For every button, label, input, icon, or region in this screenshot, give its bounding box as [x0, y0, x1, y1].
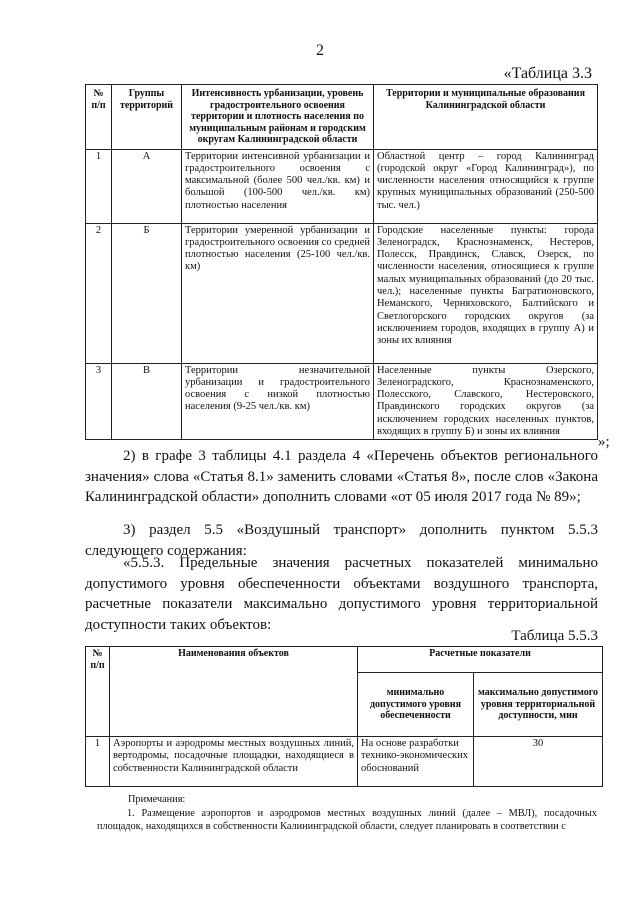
table-3-3-label: «Таблица 3.3: [503, 65, 592, 82]
row-max: 30: [474, 737, 603, 787]
page-number: 2: [316, 42, 324, 59]
row-min: На основе разработки технико-экономических обоснований: [358, 737, 474, 787]
row-num: 2: [86, 223, 112, 363]
row-intensity: Территории интенсивной урбанизации и градостроительного освоения с максимальной (более 500 чел./кв. км) и большой (100-500 чел./кв. км) плотностью населения: [182, 149, 374, 223]
row-intensity: Территории умеренной урбанизации и градостроительного освоения со средней плотностью населения (25-100 чел./кв. км): [182, 223, 374, 363]
table-header-row: [86, 647, 603, 673]
table-3-3: [85, 84, 598, 440]
table-row: [86, 223, 598, 363]
row-territories: Городские населенные пункты: города Зеленоградск, Краснознаменск, Нестеров, Полесск, Правдинск, Славск, Озерск, по численности населения, относящиеся к группе малых муниципальных образований (до 20 тыс. чел.); населенные пункты Багратионовского, Неманского, Черняховского, Балтийского и Светлогорского городских округов (за исключением городов, входящих в группу А) и зоны их влияния: [374, 223, 598, 363]
row-territories: Населенные пункты Озерского, Зеленоградского, Краснознаменского, Полесского, Славского, Нестеровского, Правдинского городских округов (за исключением городских населенных пунктов, входящих в группу Б) и зоны их влияния: [374, 363, 598, 440]
header-num: № п/п: [86, 647, 110, 737]
paragraph-item-2: 2) в графе 3 таблицы 4.1 раздела 4 «Перечень объектов регионального значения» слова «Статья 8.1» заменить словами «Статья 8», после слов «Закона Калининградской области» дополнить словами «от 05 июля 2017 года № 89»;: [85, 448, 598, 505]
note-1: 1. Размещение аэропортов и аэродромов местных воздушных линий (далее – МВЛ), посадочных площадок, находящихся в собственности Калининградской области, следует планировать в соответствии с: [97, 808, 597, 832]
header-max: максимально допустимого уровня территориальной доступности, мин: [474, 673, 603, 737]
row-num: 3: [86, 363, 112, 440]
header-intensity: Интенсивность урбанизации, уровень градостроительного освоения территории и плотность населения по муниципальным районам и городским округам Калининградской области: [182, 85, 374, 150]
header-min: минимально допустимого уровня обеспеченности: [358, 673, 474, 737]
header-num: № п/п: [86, 85, 112, 150]
table-row: [86, 363, 598, 440]
row-name: Аэропорты и аэродромы местных воздушных линий, вертодромы, посадочные площадки, находящиеся в собственности Калининградской области: [110, 737, 358, 787]
row-group: В: [112, 363, 182, 440]
table-header-row: [86, 85, 598, 150]
header-group: Группы территорий: [112, 85, 182, 150]
header-territories: Территории и муниципальные образования Калининградской области: [374, 85, 598, 150]
table-closing-quote: »;: [598, 434, 610, 450]
paragraph-item-3: 3) раздел 5.5 «Воздушный транспорт» дополнить пунктом 5.5.3 следующего содержания:: [85, 522, 598, 559]
table-5-5-3-label: Таблица 5.5.3: [511, 628, 598, 644]
row-intensity: Территории незначительной урбанизации и градостроительного освоения с низкой плотностью населения (9-25 чел./кв. км): [182, 363, 374, 440]
table-row: [86, 149, 598, 223]
header-name: Наименования объектов: [110, 647, 358, 737]
table-5-5-3: [85, 646, 603, 787]
table-row: [86, 737, 603, 787]
row-group: А: [112, 149, 182, 223]
paragraph-5-5-3: «5.5.3. Предельные значения расчетных показателей минимально допустимого уровня обеспеченности объектами воздушного транспорта, расчетные показатели максимально допустимого уровня территориальной доступности таких объектов:: [85, 555, 598, 633]
row-num: 1: [86, 737, 110, 787]
notes-title: Примечания:: [128, 794, 186, 805]
row-num: 1: [86, 149, 112, 223]
row-group: Б: [112, 223, 182, 363]
header-calc: Расчетные показатели: [358, 647, 603, 673]
row-territories: Областной центр – город Калининград (городской округ «Город Калининград»), по численности населения относящийся к группе крупных муниципальных образований (250-500 тыс. чел.): [374, 149, 598, 223]
